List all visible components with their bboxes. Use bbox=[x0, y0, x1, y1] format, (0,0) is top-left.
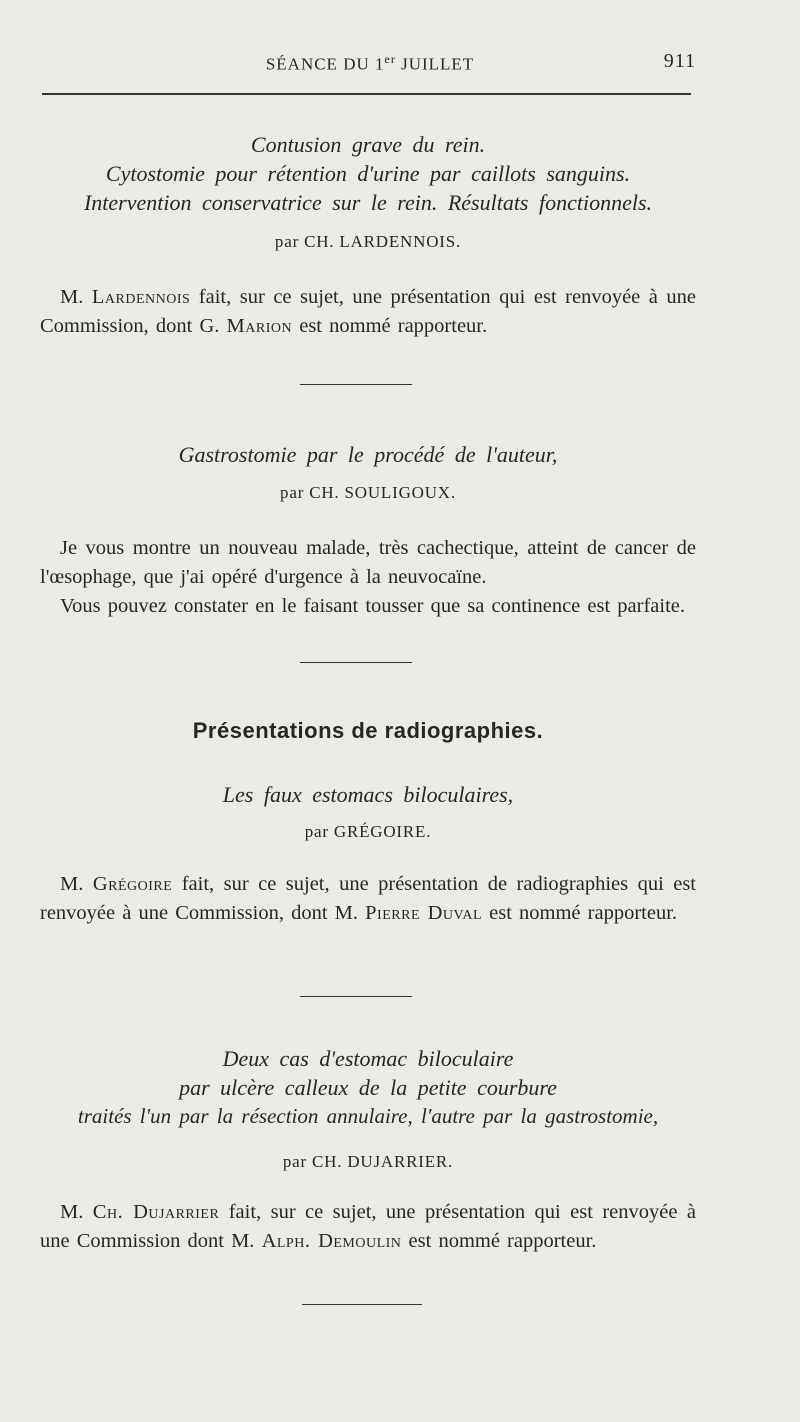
article-2-author: par CH. SOULIGOUX. bbox=[280, 483, 456, 502]
article-2-paragraph-1: Je vous montre un nouveau malade, très cachectique, atteint de cancer de l'œsophage, que j'ai opéré d'urgence à la neuvocaïne. bbox=[40, 537, 696, 588]
article-4-title bbox=[40, 1044, 696, 1131]
running-header bbox=[40, 52, 700, 82]
author-name: Ch. Dujarrier bbox=[92, 1201, 220, 1223]
header-title: SÉANCE DU 1er JUILLET bbox=[265, 52, 475, 74]
rapporteur-name: Pierre Duval bbox=[365, 902, 483, 924]
author-name: Grégoire bbox=[92, 873, 173, 895]
article-3-title: Les faux estomacs biloculaires, bbox=[222, 782, 514, 807]
article-2-title: Gastrostomie par le procédé de l'auteur, bbox=[178, 442, 558, 467]
article-4-author: par CH. DUJARRIER. bbox=[282, 1152, 454, 1171]
separator-3 bbox=[300, 996, 412, 997]
article-2-body bbox=[40, 534, 696, 621]
page-number: 911 bbox=[663, 50, 696, 72]
article-2-paragraph-2: Vous pouvez constater en le faisant tousser que sa continence est parfaite. bbox=[60, 595, 686, 617]
article-1-body: M. Lardennois fait, sur ce sujet, une présentation qui est renvoyée à une Commission, dont G. Marion est nommé rapporteur. bbox=[40, 286, 696, 337]
article-1-title-line-3: Intervention conservatrice sur le rein. Résultats fonctionnels. bbox=[83, 190, 653, 215]
rapporteur-name: Marion bbox=[226, 315, 293, 337]
article-3-author: par GRÉGOIRE. bbox=[304, 822, 432, 841]
article-4-title-line-1: Deux cas d'estomac biloculaire bbox=[222, 1046, 514, 1071]
separator-2 bbox=[300, 662, 412, 663]
separator-4 bbox=[302, 1304, 422, 1305]
article-3-title-block bbox=[40, 780, 696, 809]
article-1-title bbox=[40, 130, 696, 217]
separator-1 bbox=[300, 384, 412, 385]
article-2-title-block bbox=[40, 440, 696, 469]
article-1-title-line-1: Contusion grave du rein. bbox=[250, 132, 486, 157]
article-4-title-line-3: traités l'un par la résection annulaire, l'autre par la gastrostomie, bbox=[77, 1104, 659, 1128]
article-3-body: M. Grégoire fait, sur ce sujet, une présentation de radiographies qui est renvoyée à une Commission, dont M. Pierre Duval est nommé rapporteur. bbox=[40, 873, 696, 924]
article-1-author: par CH. LARDENNOIS. bbox=[274, 232, 462, 251]
article-1-title-line-2: Cytostomie pour rétention d'urine par caillots sanguins. bbox=[105, 161, 631, 186]
section-heading: Présentations de radiographies. bbox=[192, 718, 544, 743]
author-name: Lardennois bbox=[91, 286, 191, 308]
article-4-title-line-2: par ulcère calleux de la petite courbure bbox=[179, 1075, 557, 1100]
article-4-body: M. Ch. Dujarrier fait, sur ce sujet, une présentation qui est renvoyée à une Commission dont M. Alph. Demoulin est nommé rapporteur. bbox=[40, 1201, 696, 1252]
rapporteur-name: Alph. Demoulin bbox=[261, 1230, 402, 1252]
header-rule bbox=[42, 93, 691, 95]
